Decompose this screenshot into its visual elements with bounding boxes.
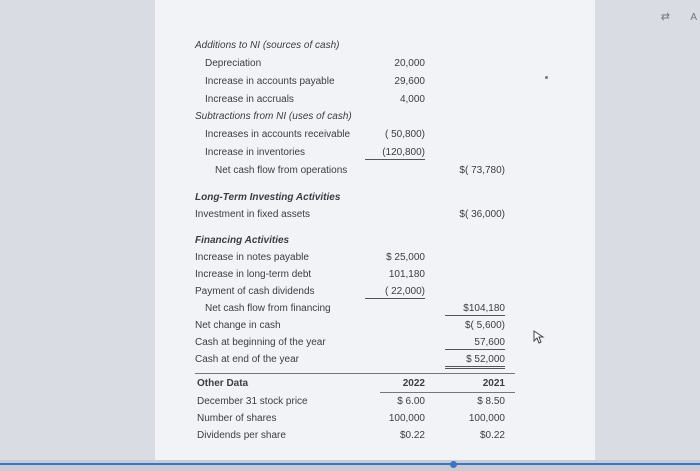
other-row-2021: 100,000 <box>468 413 505 424</box>
net-change-label: Net change in cash <box>195 320 281 331</box>
font-letter: A <box>690 12 697 23</box>
statement-page <box>155 0 595 460</box>
section-divider <box>195 373 515 374</box>
line-amount: (120,800) <box>365 147 425 160</box>
other-row-2022: $0.22 <box>399 430 425 441</box>
other-row-2021: $0.22 <box>479 430 505 441</box>
line-label: Increase in notes payable <box>195 252 309 263</box>
progress-dot[interactable] <box>450 461 457 468</box>
net-change-amount: $( 5,600) <box>464 320 505 331</box>
net-operations-amount: $( 73,780) <box>459 165 505 176</box>
line-label: Increase in long-term debt <box>195 269 312 280</box>
financing-title: Financing Activities <box>195 235 290 246</box>
begin-cash-amount: 57,600 <box>445 337 505 350</box>
other-row-label: Dividends per share <box>197 430 286 441</box>
bottom-bar <box>0 460 700 471</box>
mouse-cursor-icon <box>533 330 545 344</box>
end-cash-label: Cash at end of the year <box>195 354 299 365</box>
progress-line <box>0 463 700 465</box>
line-label: Depreciation <box>205 58 262 69</box>
additions-title: Additions to NI (sources of cash) <box>195 40 340 51</box>
investing-title: Long-Term Investing Activities <box>195 192 341 203</box>
other-row-label: December 31 stock price <box>197 396 308 407</box>
other-row-2021: $ 8.50 <box>477 396 505 407</box>
line-amount: $ 25,000 <box>386 252 425 263</box>
header-rule <box>380 392 515 393</box>
line-amount: ( 22,000) <box>365 286 425 299</box>
other-row-2022: $ 6.00 <box>397 396 425 407</box>
end-cash-amount: $ 52,000 <box>445 354 505 369</box>
dot-mark <box>545 76 548 79</box>
line-label: Increase in accounts payable <box>205 76 335 87</box>
line-label: Payment of cash dividends <box>195 286 315 297</box>
investing-label: Investment in fixed assets <box>195 209 311 220</box>
line-label: Increase in accruals <box>205 94 294 105</box>
begin-cash-label: Cash at beginning of the year <box>195 337 326 348</box>
other-data-title: Other Data <box>197 378 249 389</box>
other-row-2022: 100,000 <box>388 413 425 424</box>
other-row-label: Number of shares <box>197 413 277 424</box>
line-amount: 29,600 <box>394 76 425 87</box>
net-financing-label: Net cash flow from financing <box>205 303 331 314</box>
line-amount: 4,000 <box>399 94 425 105</box>
net-financing-amount: $104,180 <box>445 303 505 316</box>
net-operations-label: Net cash flow from operations <box>215 165 348 176</box>
line-amount: 101,180 <box>388 269 425 280</box>
line-amount: ( 50,800) <box>384 129 425 140</box>
subtractions-title: Subtractions from NI (uses of cash) <box>195 111 352 122</box>
col-header-2021: 2021 <box>482 378 505 389</box>
col-header-2022: 2022 <box>402 378 425 389</box>
line-label: Increase in inventories <box>205 147 306 158</box>
line-amount: 20,000 <box>394 58 425 69</box>
investing-amount: $( 36,000) <box>459 209 505 220</box>
line-label: Increases in accounts receivable <box>205 129 351 140</box>
translate-icon[interactable]: ⇄ <box>660 11 670 23</box>
